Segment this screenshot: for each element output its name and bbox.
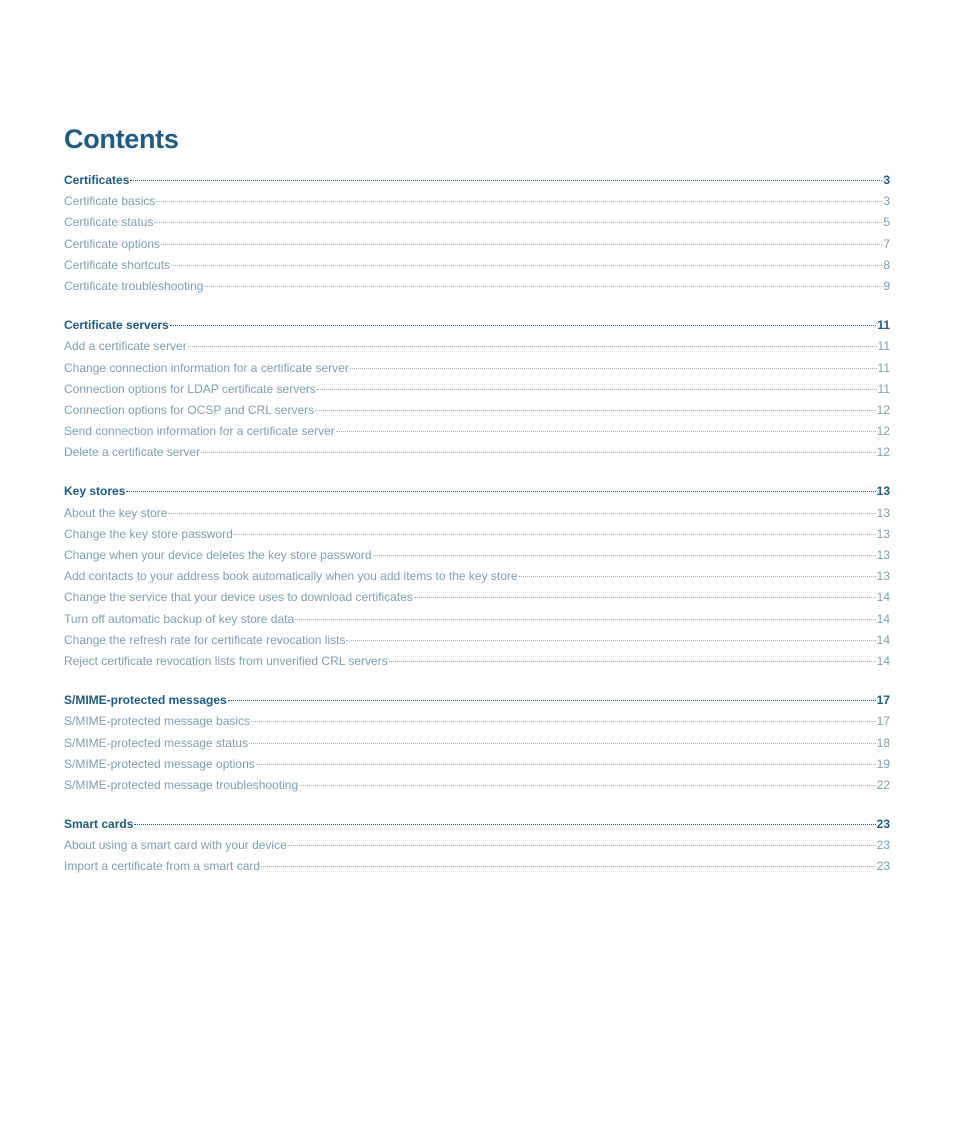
toc-entry-label: Reject certificate revocation lists from unverified CRL servers: [64, 653, 388, 668]
dot-leader: [389, 661, 876, 662]
toc-entry[interactable]: [64, 358, 890, 379]
toc-entry-label: Change when your device deletes the key store password: [64, 548, 372, 562]
toc-entry[interactable]: [64, 276, 890, 297]
toc-entry-label: Import a certificate from a smart card: [64, 859, 261, 874]
toc-entry-label: About the key store: [64, 505, 168, 520]
dot-leader: [188, 346, 877, 347]
toc-entry[interactable]: [64, 212, 890, 233]
toc-entry[interactable]: [64, 711, 890, 732]
dot-leader: [256, 764, 876, 765]
toc-entry-label: Certificate shortcuts: [64, 257, 171, 272]
dot-leader: [249, 743, 876, 744]
toc-heading[interactable]: [64, 481, 890, 502]
toc-entry-label: S/MIME-protected message options: [64, 756, 255, 771]
toc-entry-page-number: 3: [883, 194, 890, 209]
toc-entry-label: Add a certificate server: [64, 339, 187, 354]
dot-leader: [251, 721, 876, 722]
toc-entry[interactable]: [64, 609, 890, 630]
toc-heading[interactable]: [64, 690, 890, 711]
toc-entry[interactable]: [64, 234, 890, 255]
toc-entry-page-number: 18: [876, 735, 890, 750]
toc-heading-page-number: 3: [883, 173, 890, 187]
toc-entry[interactable]: [64, 379, 890, 400]
toc-entry[interactable]: [64, 524, 890, 545]
dot-leader: [299, 785, 876, 786]
toc-entry-page-number: 22: [876, 777, 890, 792]
toc-heading-label: Certificates: [64, 173, 130, 187]
toc-entry[interactable]: [64, 630, 890, 651]
toc-entry-page-number: 14: [876, 590, 890, 605]
toc-entry-label: S/MIME-protected message troubleshooting: [64, 777, 299, 792]
toc-section: [64, 814, 890, 878]
toc-entry-label: Change the key store password: [64, 526, 233, 541]
dot-leader: [350, 368, 877, 369]
toc-entry-label: Change the service that your device uses to download certificates: [64, 590, 413, 605]
toc-entry-page-number: 11: [877, 381, 890, 396]
toc-entry-label: Certificate troubleshooting: [64, 278, 204, 293]
toc-heading[interactable]: [64, 814, 890, 835]
toc-entry[interactable]: [64, 835, 890, 856]
toc-entry-label: Add contacts to your address book automatically when you add items to the key store: [64, 569, 518, 584]
toc-entry[interactable]: [64, 255, 890, 276]
toc-entry[interactable]: [64, 566, 890, 587]
dot-leader: [201, 452, 876, 453]
dot-leader: [336, 431, 876, 432]
toc-entry[interactable]: [64, 545, 890, 566]
toc-heading-page-number: 23: [876, 817, 890, 832]
dot-leader: [315, 410, 876, 411]
toc-entry-label: Connection options for LDAP certificate servers: [64, 381, 316, 396]
toc-entry-page-number: 19: [876, 756, 890, 771]
dot-leader: [261, 866, 876, 867]
toc-entry[interactable]: [64, 503, 890, 524]
dot-leader: [288, 845, 876, 846]
toc-entry-label: S/MIME-protected message basics: [64, 714, 251, 729]
toc-entry-page-number: 11: [877, 360, 890, 375]
toc-entry-page-number: 13: [876, 505, 890, 520]
toc-entry[interactable]: [64, 587, 890, 608]
toc-heading-label: Smart cards: [64, 817, 134, 832]
toc-entry-page-number: 13: [876, 569, 890, 584]
toc-entry-page-number: 12: [876, 402, 890, 417]
toc-entry-page-number: 14: [876, 611, 890, 626]
dot-leader: [234, 534, 876, 535]
toc-entry[interactable]: [64, 651, 890, 672]
toc-entry[interactable]: [64, 775, 890, 796]
toc-section: [64, 690, 890, 796]
toc-section: [64, 481, 890, 672]
toc-entry[interactable]: [64, 400, 890, 421]
dot-leader: [228, 700, 876, 701]
dot-leader: [373, 555, 876, 556]
toc-entry-page-number: 12: [876, 445, 890, 460]
toc-entry-page-number: 9: [883, 278, 890, 293]
toc-entry-label: Send connection information for a certificate server: [64, 424, 335, 439]
dot-leader: [317, 389, 877, 390]
toc-entry-page-number: 11: [877, 339, 890, 354]
toc-heading-page-number: 11: [877, 318, 890, 333]
toc-entry-page-number: 14: [876, 653, 890, 668]
toc-entry-page-number: 8: [883, 257, 890, 272]
toc-entry-page-number: 17: [876, 714, 890, 729]
dot-leader: [170, 325, 877, 326]
dot-leader: [134, 824, 875, 825]
dot-leader: [156, 201, 882, 202]
toc-entry-page-number: 12: [876, 424, 890, 439]
toc-entry-label: Delete a certificate server: [64, 445, 201, 460]
toc-heading[interactable]: [64, 315, 890, 336]
dot-leader: [130, 180, 882, 181]
toc-entry-page-number: 14: [876, 632, 890, 647]
dot-leader: [161, 244, 882, 245]
toc-entry-label: Turn off automatic backup of key store data: [64, 611, 295, 626]
toc-entry-page-number: 13: [876, 526, 890, 541]
toc-entry-label: Change the refresh rate for certificate revocation lists: [64, 632, 346, 647]
dot-leader: [204, 286, 882, 287]
toc-entry-page-number: 5: [883, 215, 890, 230]
toc-entry[interactable]: [64, 856, 890, 877]
toc-entry-label: Certificate status: [64, 215, 154, 230]
toc-entry[interactable]: [64, 421, 890, 442]
dot-leader: [126, 491, 875, 492]
toc-heading-page-number: 17: [876, 693, 890, 708]
toc-entry[interactable]: [64, 191, 890, 212]
toc-entry-label: Certificate basics: [64, 194, 156, 209]
toc-heading-page-number: 13: [876, 484, 890, 499]
toc-section: [64, 170, 890, 297]
toc-entry-page-number: 13: [876, 548, 890, 562]
toc-heading-label: Certificate servers: [64, 318, 169, 333]
toc-entry-page-number: 7: [883, 236, 890, 251]
toc-heading-label: Key stores: [64, 484, 126, 499]
dot-leader: [171, 265, 882, 266]
toc-entry-label: About using a smart card with your device: [64, 838, 287, 853]
dot-leader: [168, 513, 875, 514]
dot-leader: [414, 597, 876, 598]
dot-leader: [154, 222, 882, 223]
dot-leader: [295, 619, 876, 620]
dot-leader: [346, 640, 875, 641]
toc-entry-label: Certificate options: [64, 236, 161, 251]
table-of-contents: [64, 170, 890, 896]
toc-entry-page-number: 23: [876, 859, 890, 874]
toc-entry-label: Connection options for OCSP and CRL servers: [64, 402, 315, 417]
page-title: Contents: [64, 124, 179, 154]
toc-entry[interactable]: [64, 733, 890, 754]
dot-leader: [519, 576, 876, 577]
toc-heading[interactable]: [64, 170, 890, 191]
toc-entry-label: Change connection information for a certificate server: [64, 360, 349, 375]
toc-entry[interactable]: [64, 442, 890, 463]
toc-entry[interactable]: [64, 754, 890, 775]
toc-section: [64, 315, 890, 463]
toc-entry[interactable]: [64, 336, 890, 357]
toc-entry-label: S/MIME-protected message status: [64, 735, 249, 750]
toc-heading-label: S/MIME-protected messages: [64, 693, 227, 708]
toc-entry-page-number: 23: [876, 838, 890, 853]
